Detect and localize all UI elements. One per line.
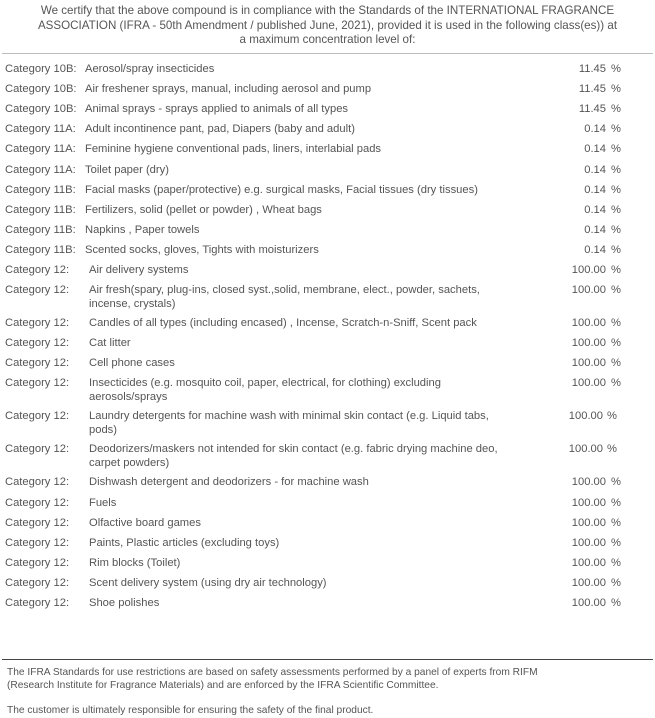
table-row [0,597,655,617]
description-line: incense, crystals) [89,297,176,310]
category-description [89,517,539,531]
category-description [89,284,539,311]
category-description [85,83,535,97]
ifra-note [7,667,607,692]
max-concentration-value: 0.14 [584,203,606,216]
category-code: Category 11A: [5,143,76,156]
category-description [89,476,539,490]
compliance-line-3: a maximum concentration level of: [239,33,416,46]
percent-unit: % [611,597,621,609]
max-concentration-value: 0.14 [584,223,606,236]
table-row [0,377,655,410]
table-row [0,184,655,204]
description-line: Animal sprays - sprays applied to animals of all types [85,103,349,116]
percent-unit: % [611,476,621,489]
max-concentration-value: 100.00 [571,536,606,549]
description-line: Rim blocks (Toilet) [89,556,181,569]
description-line: pods) [89,423,117,436]
description-line: Facial masks (paper/protective) e.g. surgical masks, Facial tissues (dry tissues) [85,183,478,196]
category-description [85,224,535,238]
max-concentration-value: 100.00 [571,476,606,489]
description-line: Napkins , Paper towels [85,223,200,236]
category-code: Category 12: [5,317,70,330]
category-description [85,123,535,137]
category-code: Category 11A: [5,163,76,176]
category-description [89,577,539,591]
table-row [0,164,655,184]
category-description [85,103,535,117]
description-line: Feminine hygiene conventional pads, liners, interlabial pads [85,143,382,156]
percent-unit: % [611,143,621,156]
description-line: Air fresh(spary, plug-ins, closed syst.,solid, membrane, elect., powder, sachets, [89,284,480,297]
table-row [0,577,655,597]
description-line: Cell phone cases [89,357,175,370]
description-line: Toilet paper (dry) [85,163,169,176]
category-code: Category 11B: [5,183,76,196]
description-line: Air freshener sprays, manual, including aerosol and pump [85,83,372,96]
compliance-line-2: ASSOCIATION (IFRA - 50th Amendment / published June, 2021), provided it is used in the following class(es)) at [37,18,618,32]
table-row [0,410,655,443]
category-code: Category 12: [5,476,70,489]
category-code: Category 12: [5,443,70,456]
percent-unit: % [611,516,621,529]
max-concentration-value: 100.00 [571,496,606,509]
table-row [0,317,655,337]
category-description [89,443,539,470]
max-concentration-value: 100.00 [571,317,606,330]
category-code: Category 12: [5,516,70,529]
description-line: Scented socks, gloves, Tights with moisturizers [85,243,319,256]
category-code: Category 11B: [5,243,76,256]
percent-unit: % [611,203,621,216]
description-line: Scent delivery system (using dry air technology) [89,576,327,589]
category-code: Category 11A: [5,123,76,136]
category-description [85,63,535,77]
category-code: Category 12: [5,357,70,370]
table-row [0,557,655,577]
category-description [89,357,539,371]
category-description [89,557,539,571]
percent-unit: % [611,264,621,276]
category-code: Category 10B: [5,63,77,75]
table-row [0,244,655,264]
category-description [89,537,539,551]
category-code: Category 12: [5,410,70,423]
compliance-statement [0,4,655,48]
compliance-line-1: We certify that the above compound is in compliance with the Standards of the INTERNATIONAL FRAGRANCE [40,4,615,17]
percent-unit: % [611,103,621,116]
percent-unit: % [611,83,621,96]
max-concentration-value: 100.00 [568,443,603,456]
table-row [0,224,655,244]
max-concentration-value: 0.14 [584,163,606,176]
ifra-note-line-1: The IFRA Standards for use restrictions are based on safety assessments performed by a panel of experts from RIFM [7,667,538,678]
table-row [0,204,655,224]
percent-unit: % [611,357,621,370]
footer-divider [2,659,653,660]
table-row [0,83,655,103]
description-line: Deodorizers/maskers not intended for skin contact (e.g. fabric drying machine deo, [89,443,498,456]
percent-unit: % [611,536,621,549]
description-line: Fertilizers, solid (pellet or powder) , Wheat bags [85,203,322,216]
category-code: Category 12: [5,337,70,350]
category-description [85,143,535,157]
percent-unit: % [611,183,621,196]
percent-unit: % [607,410,617,423]
max-concentration-value: 11.45 [578,63,606,75]
description-line: Insecticides (e.g. mosquito coil, paper, electrical, for clothing) excluding [89,377,441,390]
description-line: Candles of all types (including encased) , Incense, Scratch-n-Sniff, Scent pack [89,317,477,330]
description-line: carpet powders) [89,456,170,469]
percent-unit: % [611,317,621,330]
max-concentration-value: 100.00 [571,337,606,350]
percent-unit: % [611,63,621,75]
category-code: Category 10B: [5,83,77,96]
category-description [89,410,539,437]
percent-unit: % [611,556,621,569]
category-description [89,337,539,351]
category-description [85,184,535,198]
ifra-note-line-2: (Research Institute for Fragrance Materials) and are enforced by the IFRA Scientific Committee. [7,679,439,691]
max-concentration-value: 0.14 [584,183,606,196]
max-concentration-value: 100.00 [571,284,606,297]
table-row [0,123,655,143]
percent-unit: % [611,123,621,136]
description-line: Aerosol/spray insecticides [85,63,215,75]
max-concentration-value: 0.14 [584,123,606,136]
customer-responsibility-note: The customer is ultimately responsible for ensuring the safety of the final product. [7,705,374,716]
category-code: Category 12: [5,496,70,509]
table-row [0,517,655,537]
category-code: Category 12: [5,284,70,297]
category-description [89,597,539,611]
category-description [85,244,535,258]
max-concentration-value: 11.45 [578,83,606,96]
percent-unit: % [607,443,617,456]
description-line: Laundry detergents for machine wash with minimal skin contact (e.g. Liquid tabs, [89,410,489,423]
category-code: Category 12: [5,377,70,390]
table-row [0,497,655,517]
percent-unit: % [611,337,621,350]
max-concentration-value: 100.00 [571,576,606,589]
max-concentration-value: 100.00 [571,516,606,529]
category-description [85,204,535,218]
table-row [0,143,655,163]
category-description [89,497,539,511]
category-description [89,377,539,404]
category-code: Category 11B: [5,223,76,236]
max-concentration-value: 0.14 [584,143,606,156]
max-concentration-value: 11.45 [578,103,606,116]
description-line: Olfactive board games [89,516,201,529]
max-concentration-value: 100.00 [568,410,603,423]
percent-unit: % [611,243,621,256]
max-concentration-value: 100.00 [571,264,606,276]
category-code: Category 12: [5,264,70,276]
table-row [0,264,655,284]
description-line: Fuels [89,496,117,509]
max-concentration-value: 100.00 [571,597,606,609]
table-row [0,476,655,496]
table-row [0,443,655,476]
category-code: Category 12: [5,536,70,549]
description-line: aerosols/sprays [89,390,168,403]
percent-unit: % [611,576,621,589]
table-row [0,337,655,357]
description-line: Shoe polishes [89,597,160,609]
description-line: Adult incontinence pant, pad, Diapers (baby and adult) [85,123,355,136]
max-concentration-value: 100.00 [571,377,606,390]
table-row [0,357,655,377]
description-line: Air delivery systems [89,264,189,276]
percent-unit: % [611,496,621,509]
table-row [0,63,655,83]
category-code: Category 10B: [5,103,77,116]
category-description [89,264,539,278]
description-line: Cat litter [89,337,131,350]
percent-unit: % [611,377,621,390]
header-divider [2,53,653,54]
category-description [89,317,539,331]
percent-unit: % [611,163,621,176]
description-line: Dishwash detergent and deodorizers - for machine wash [89,476,369,489]
description-line: Paints, Plastic articles (excluding toys) [89,536,280,549]
category-code: Category 11B: [5,203,76,216]
max-concentration-value: 100.00 [571,357,606,370]
max-concentration-value: 100.00 [571,556,606,569]
table-row [0,103,655,123]
percent-unit: % [611,284,621,297]
max-concentration-value: 0.14 [584,243,606,256]
category-code: Category 12: [5,556,70,569]
category-description [85,164,535,178]
table-row [0,284,655,317]
category-code: Category 12: [5,597,70,609]
category-code: Category 12: [5,576,70,589]
table-row [0,537,655,557]
percent-unit: % [611,223,621,236]
